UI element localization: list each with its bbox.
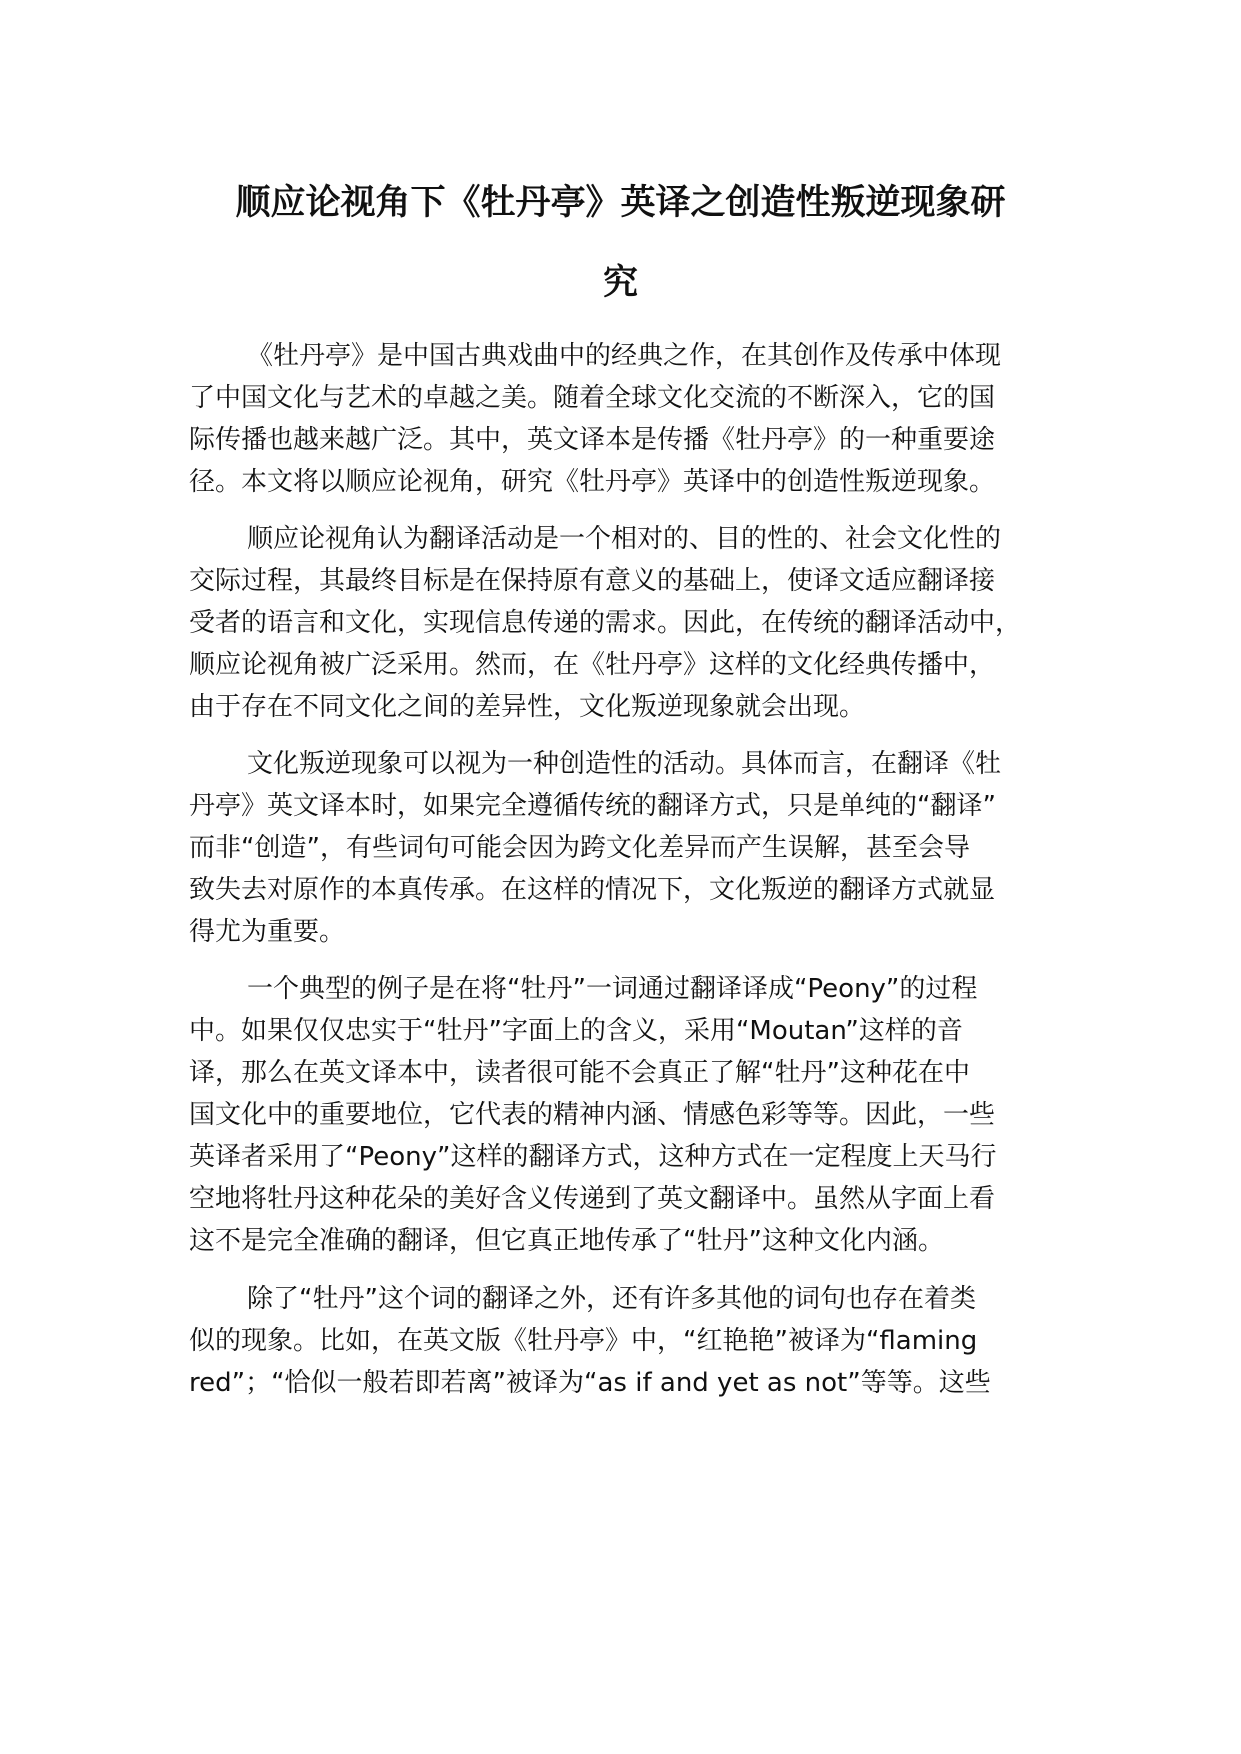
paragraph-line: 丹亭》英文译本时，如果完全遵循传统的翻译方式，只是单纯的“翻译” (189, 791, 996, 821)
paragraph-line: 一个典型的例子是在将“牡丹”一词通过翻译译成“Peony”的过程 (247, 974, 978, 1004)
paragraph-line: 这不是完全准确的翻译，但它真正地传承了“牡丹”这种文化内涵。 (189, 1226, 944, 1256)
paragraph-line: 译，那么在英文译本中，读者很可能不会真正了解“牡丹”这种花在中 (189, 1058, 970, 1088)
paragraph-line: 受者的语言和文化，实现信息传递的需求。因此，在传统的翻译活动中， (189, 608, 1022, 638)
paragraph-line: red”；“恰似一般若即若离”被译为“as if and yet as not”等等。这些 (189, 1368, 991, 1398)
paragraph-line: 除了“牡丹”这个词的翻译之外，还有许多其他的词句也存在着类 (247, 1284, 976, 1314)
paragraph-line: 《牡丹亭》是中国古典戏曲中的经典之作，在其创作及传承中体现 (247, 341, 1002, 371)
paragraph-line: 空地将牡丹这种花朵的美好含义传递到了英文翻译中。虽然从字面上看 (189, 1184, 996, 1214)
document-title-line-2: 究 (602, 263, 638, 303)
paragraph-line: 国文化中的重要地位，它代表的精神内涵、情感色彩等等。因此，一些 (189, 1100, 996, 1130)
paragraph-line: 顺应论视角认为翻译活动是一个相对的、目的性的、社会文化性的 (247, 524, 1002, 554)
paragraph-line: 英译者采用了“Peony”这样的翻译方式，这种方式在一定程度上天马行 (189, 1142, 997, 1172)
paragraph-line: 中。如果仅仅忠实于“牡丹”字面上的含义，采用“Moutan”这样的音 (189, 1016, 963, 1046)
paragraph-line: 了中国文化与艺术的卓越之美。随着全球文化交流的不断深入，它的国 (189, 383, 996, 413)
paragraph-line: 由于存在不同文化之间的差异性，文化叛逆现象就会出现。 (189, 692, 866, 722)
paragraph-line: 文化叛逆现象可以视为一种创造性的活动。具体而言，在翻译《牡 (247, 749, 1002, 779)
paragraph-line: 得尤为重要。 (189, 917, 346, 947)
paragraph-line: 而非“创造”，有些词句可能会因为跨文化差异而产生误解，甚至会导 (189, 833, 970, 863)
paragraph-line: 顺应论视角被广泛采用。然而，在《牡丹亭》这样的文化经典传播中， (189, 650, 996, 680)
paragraph-line: 际传播也越来越广泛。其中，英文译本是传播《牡丹亭》的一种重要途 (189, 425, 996, 455)
paragraph-line: 致失去对原作的本真传承。在这样的情况下，文化叛逆的翻译方式就显 (189, 875, 996, 905)
paragraph-line: 似的现象。比如，在英文版《牡丹亭》中，“红艳艳”被译为“flaming (189, 1326, 978, 1356)
paragraph-line: 径。本文将以顺应论视角，研究《牡丹亭》英译中的创造性叛逆现象。 (189, 467, 996, 497)
paragraph-line: 交际过程，其最终目标是在保持原有意义的基础上，使译文适应翻译接 (189, 566, 996, 596)
document-title-line-1: 顺应论视角下《牡丹亭》英译之创造性叛逆现象研 (235, 183, 1006, 223)
